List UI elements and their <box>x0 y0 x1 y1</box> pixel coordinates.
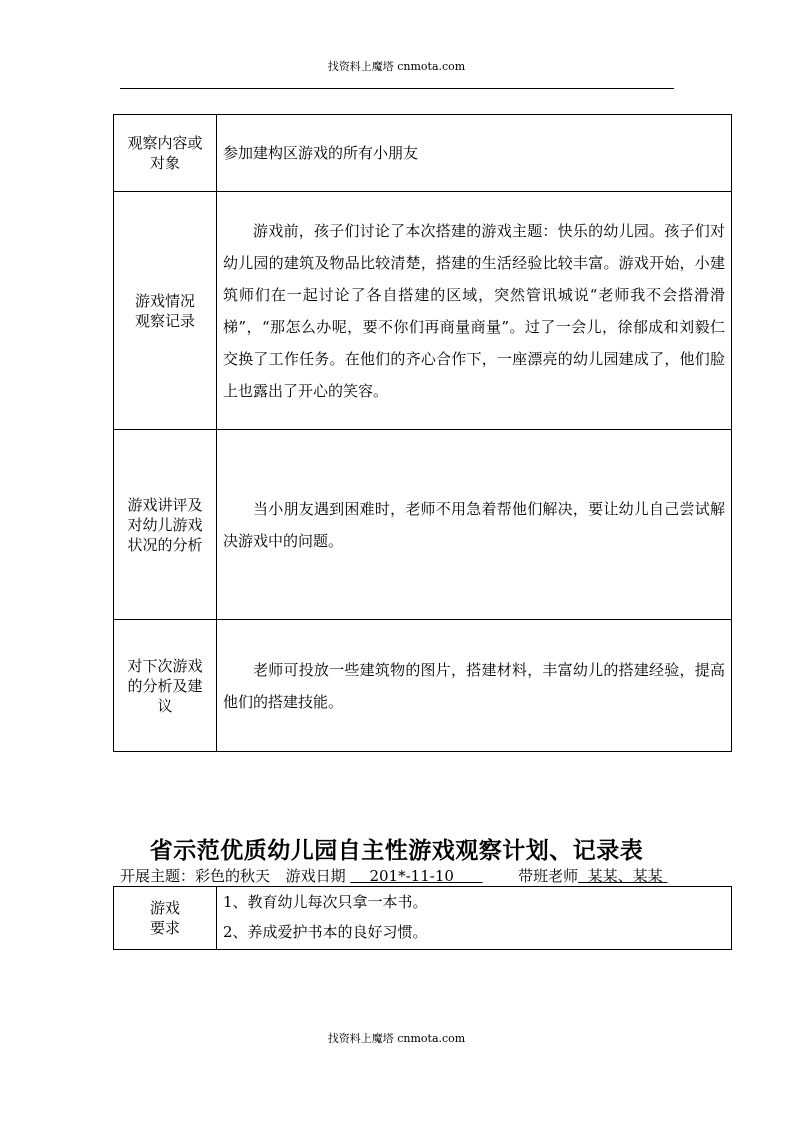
theme-value: 彩色的秋天 <box>195 867 271 885</box>
requirements-table <box>113 886 732 950</box>
teacher-value: 某某、某某 <box>587 867 663 885</box>
row-content-game-record <box>217 192 732 430</box>
teacher-value-field <box>578 867 667 885</box>
label-text: 要求 <box>149 919 180 937</box>
requirements-label <box>114 887 217 950</box>
label-text: 游戏情况观察记录 <box>134 291 195 330</box>
content-text: 参加建构区游戏的所有小朋友 <box>223 144 419 162</box>
header-divider <box>120 88 674 89</box>
label-text: 游戏讲评及对幼儿游戏状况的分析 <box>127 495 203 554</box>
date-value: 201*-11-10 <box>369 867 454 885</box>
table-row <box>114 430 732 620</box>
page-header: 找资料上魔塔 cnmota.com <box>327 60 466 73</box>
page-footer: 找资料上魔塔 cnmota.com <box>327 1032 466 1045</box>
table-row <box>114 192 732 430</box>
content-text: 游戏前，孩子们讨论了本次搭建的游戏主题：快乐的幼儿园。孩子们对幼儿园的建筑及物品比较清楚，搭建的生活经验比较丰富。游戏开始，小建筑师们在一起讨论了各自搭建的区域，突然管讯城说“老师我不会搭滑滑梯”，“那怎么办呢，要不你们再商量商量”。过了一会儿，徐郁成和刘毅仁交换了工作任务。在他们的齐心合作下，一座漂亮的幼儿园建成了，他们脸上也露出了开心的笑容。 <box>223 221 725 400</box>
row-label-next-suggestion <box>114 620 217 752</box>
section-title: 省示范优质幼儿园自主性游戏观察计划、记录表 <box>149 837 644 864</box>
content-text: 当小朋友遇到困难时，老师不用急着帮他们解决，要让幼儿自己尝试解决游戏中的问题。 <box>223 499 725 550</box>
table-row <box>114 620 732 752</box>
row-label-game-record <box>114 192 217 430</box>
requirement-item: 2、养成爱护书本的良好习惯。 <box>223 923 428 941</box>
row-content-next-suggestion <box>217 620 732 752</box>
date-value-field <box>350 867 482 885</box>
row-content-game-review <box>217 430 732 620</box>
row-label-game-review <box>114 430 217 620</box>
requirement-item: 1、教育幼儿每次只拿一本书。 <box>223 893 428 911</box>
row-label-observation-target <box>114 115 217 192</box>
observation-table <box>113 114 732 752</box>
table-row <box>114 115 732 192</box>
date-label: 游戏日期 <box>285 867 346 885</box>
requirements-content <box>217 887 732 950</box>
section-meta-line <box>120 865 667 886</box>
content-text: 老师可投放一些建筑物的图片，搭建材料，丰富幼儿的搭建经验，提高他们的搭建技能。 <box>223 660 725 711</box>
table-row <box>114 887 732 950</box>
label-text: 对下次游戏的分析及建议 <box>127 656 203 715</box>
theme-label: 开展主题： <box>120 867 196 885</box>
label-text: 观察内容或对象 <box>127 134 203 172</box>
row-content-observation-target <box>217 115 732 192</box>
label-text: 游戏 <box>149 899 180 917</box>
teacher-label: 带班老师 <box>518 867 579 885</box>
